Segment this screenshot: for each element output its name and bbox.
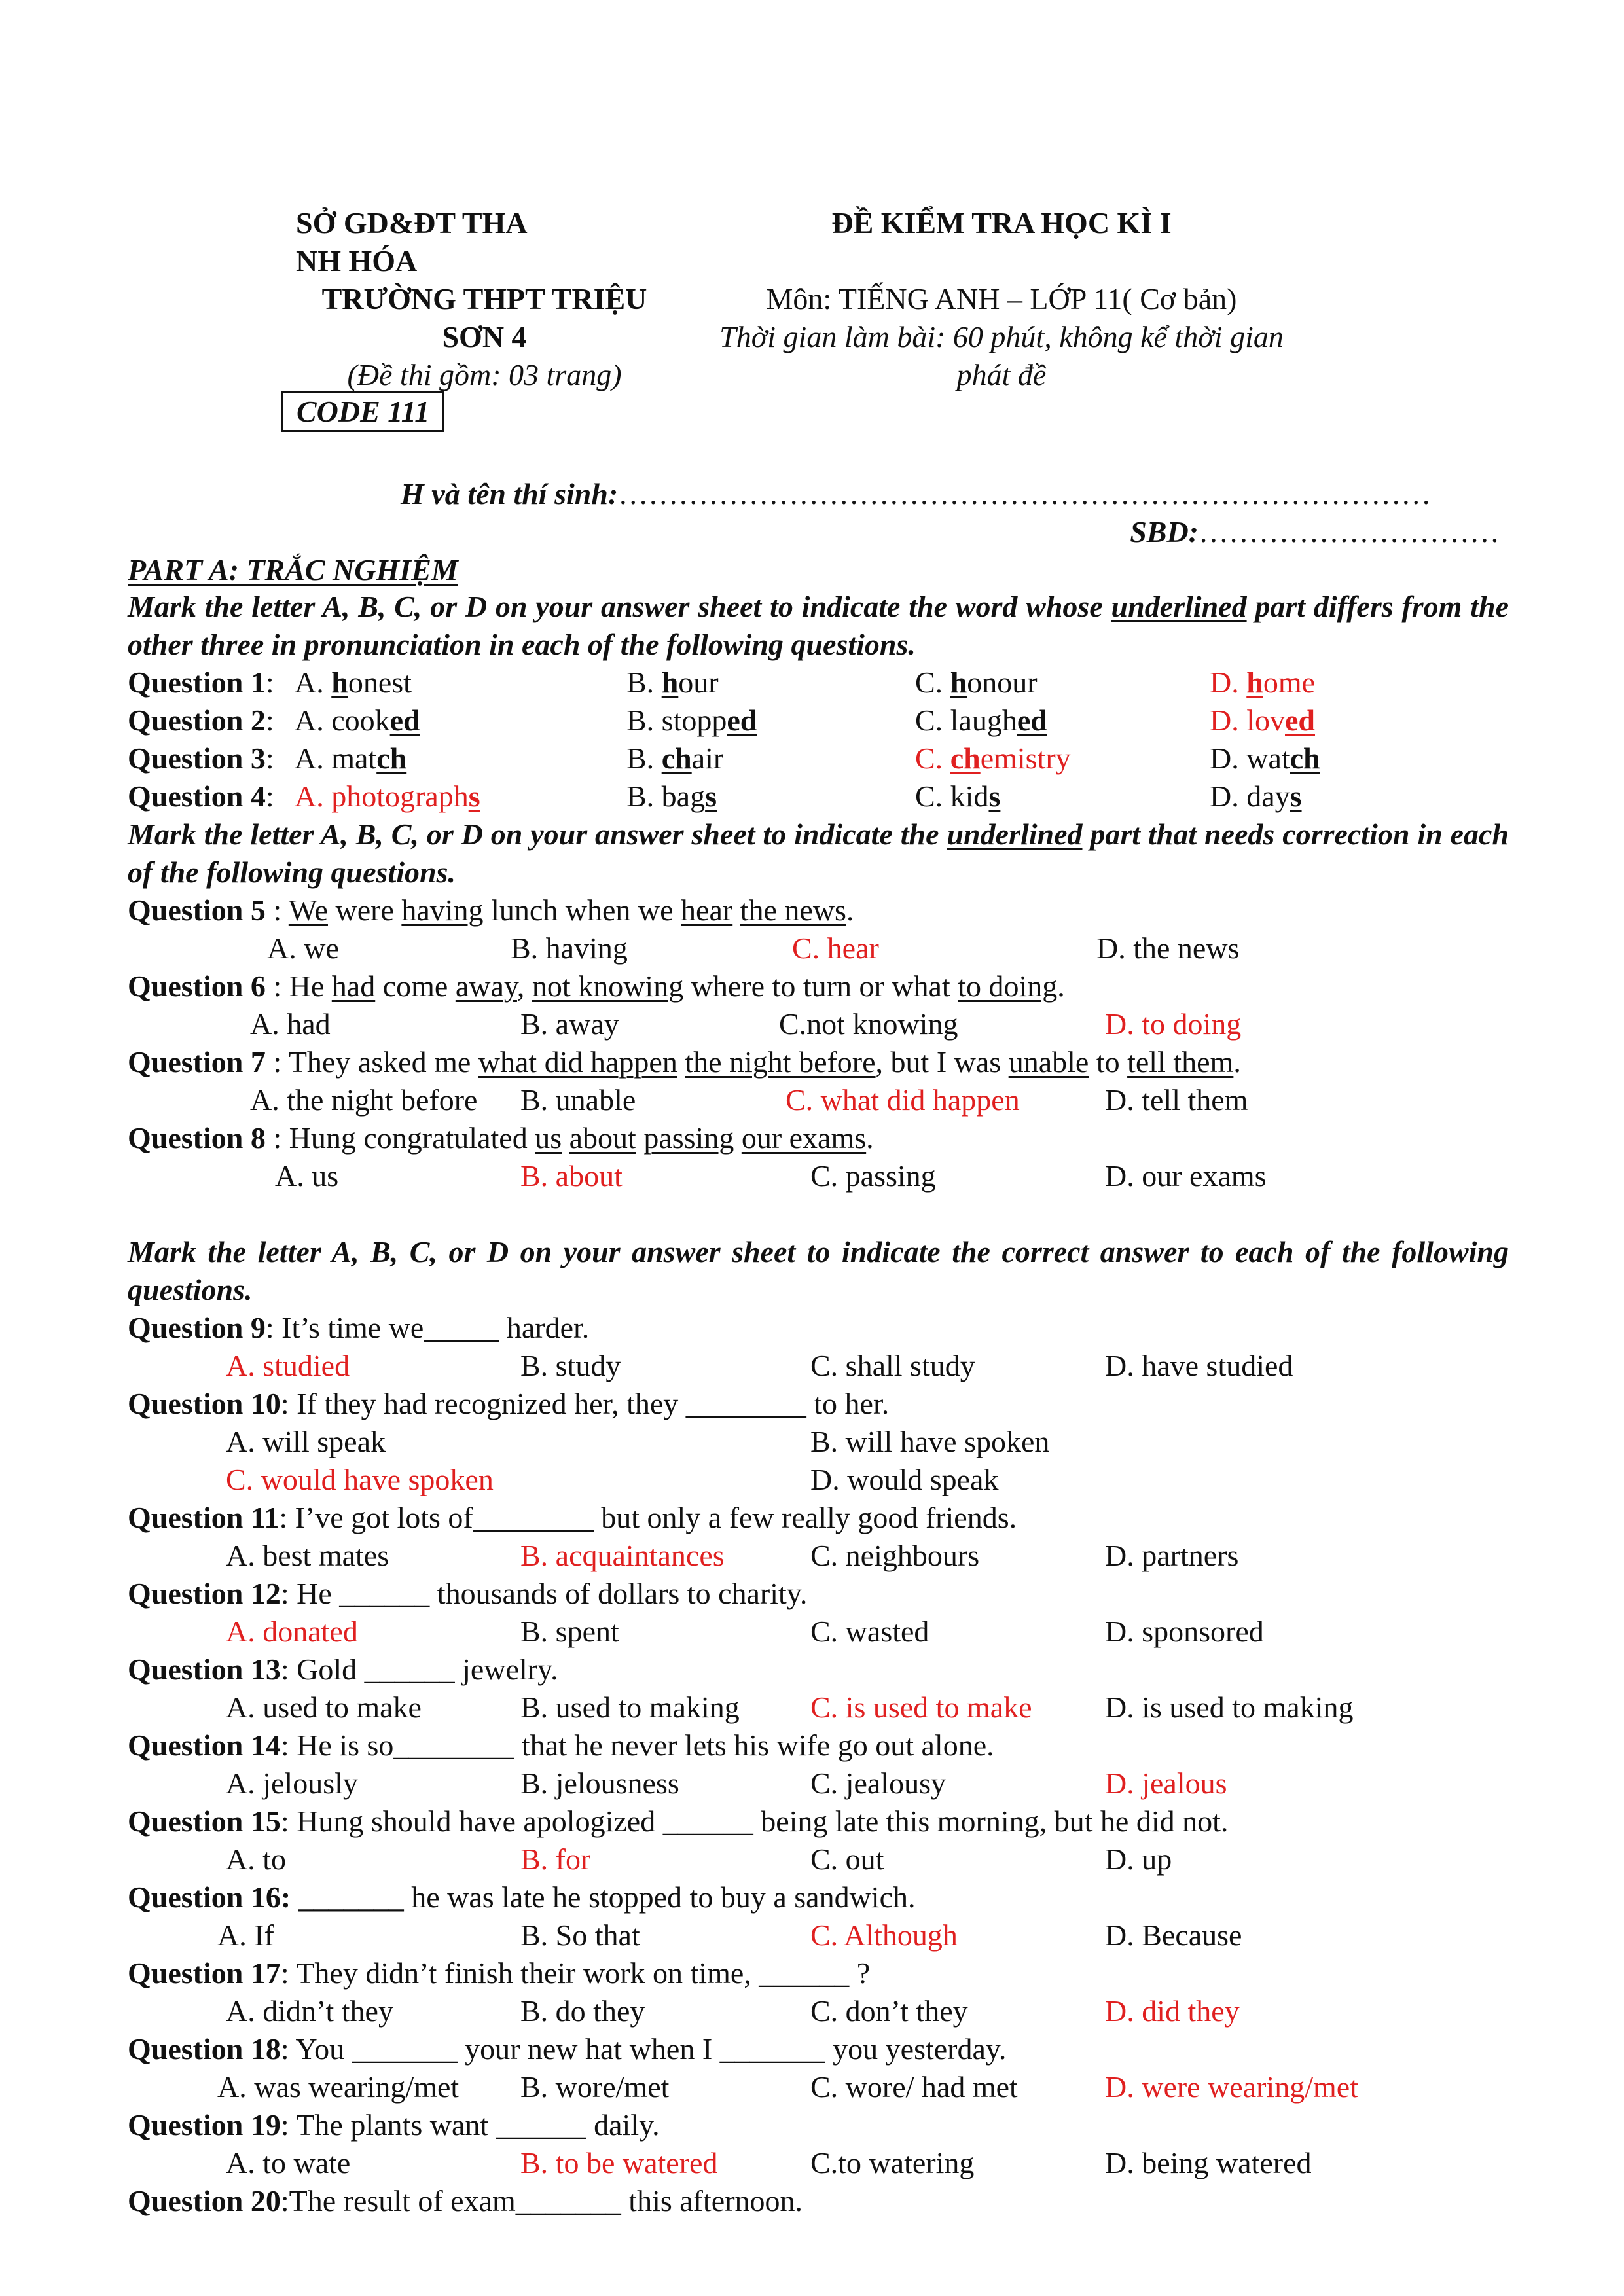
q2-option-a[interactable]: A. cooked bbox=[295, 704, 420, 737]
instruction-pronunciation: Mark the letter A, B, C, or D on your answer sheet to indicate the word whose underlined part differs from the other three in pronunciation in each of the following questions. bbox=[128, 590, 1509, 661]
q5-option-c-answer[interactable]: C. hear bbox=[792, 931, 879, 965]
exam-time-line-2: phát đề bbox=[956, 358, 1047, 391]
q3-option-b[interactable]: B. chair bbox=[626, 742, 724, 775]
question-6: Question 6 : He had come away, not knowing where to turn or what to doing. bbox=[128, 969, 1065, 1003]
question-13: Question 13: Gold ______ jewelry. bbox=[128, 1653, 558, 1686]
q9-option-d[interactable]: D. have studied bbox=[1105, 1349, 1293, 1382]
q7-option-d[interactable]: D. tell them bbox=[1105, 1083, 1248, 1117]
question-7: Question 7 : They asked me what did happen the night before, but I was unable to tell them. bbox=[128, 1045, 1241, 1079]
question-13-options bbox=[0, 1689, 1624, 1727]
q10-option-d[interactable]: D. would speak bbox=[810, 1463, 999, 1496]
q11-option-a[interactable]: A. best mates bbox=[226, 1539, 389, 1572]
q10-option-b[interactable]: B. will have spoken bbox=[810, 1425, 1050, 1458]
question-4: Question 4: A. photographs B. bags C. kids D. days bbox=[0, 778, 1624, 816]
q15-option-c[interactable]: C. out bbox=[810, 1842, 884, 1876]
q1-option-c[interactable]: C. honour bbox=[915, 666, 1038, 699]
dept-line-2: NH HÓA bbox=[296, 244, 418, 278]
exam-subject: Môn: TIẾNG ANH – LỚP 11( Cơ bản) bbox=[766, 282, 1237, 315]
q8-option-c[interactable]: C. passing bbox=[810, 1159, 936, 1193]
q12-option-c[interactable]: C. wasted bbox=[810, 1615, 929, 1648]
q14-option-a[interactable]: A. jelously bbox=[226, 1767, 358, 1800]
q12-option-d[interactable]: D. sponsored bbox=[1105, 1615, 1264, 1648]
q5-option-b[interactable]: B. having bbox=[511, 931, 628, 965]
q2-option-c[interactable]: C. laughed bbox=[915, 704, 1047, 737]
question-18: Question 18: You _______ your new hat when I _______ you yesterday. bbox=[128, 2032, 1007, 2066]
q5-option-a[interactable]: A. we bbox=[267, 931, 339, 965]
q7-option-c-answer[interactable]: C. what did happen bbox=[785, 1083, 1020, 1117]
question-10: Question 10: If they had recognized her, they ________ to her. bbox=[128, 1387, 890, 1420]
q9-option-c[interactable]: C. shall study bbox=[810, 1349, 975, 1382]
question-17-options bbox=[0, 1992, 1624, 2030]
question-2: Question 2: A. cooked B. stopped C. laughed D. loved bbox=[0, 702, 1624, 740]
question-7-options bbox=[0, 1081, 1624, 1119]
exam-title: ĐỀ KIỂM TRA HỌC KÌ I bbox=[831, 206, 1172, 240]
question-3: Question 3: A. match B. chair C. chemistry D. watch bbox=[0, 740, 1624, 778]
q6-option-a[interactable]: A. had bbox=[250, 1007, 331, 1041]
q10-option-a[interactable]: A. will speak bbox=[226, 1425, 386, 1458]
question-19-options bbox=[0, 2144, 1624, 2182]
q8-option-d[interactable]: D. our exams bbox=[1105, 1159, 1267, 1193]
part-a-title: PART A: TRẮC NGHIỆM bbox=[128, 553, 458, 586]
q13-option-b[interactable]: B. used to making bbox=[520, 1691, 740, 1724]
q17-option-d-answer[interactable]: D. did they bbox=[1105, 1994, 1240, 2028]
question-8: Question 8 : Hung congratulated us about passing our exams. bbox=[128, 1121, 874, 1155]
question-17: Question 17: They didn’t finish their work on time, ______ ? bbox=[128, 1956, 871, 1990]
q4-option-c[interactable]: C. kids bbox=[915, 780, 1001, 813]
question-6-options bbox=[0, 1005, 1624, 1043]
question-11: Question 11: I’ve got lots of________ but only a few really good friends. bbox=[128, 1501, 1017, 1534]
question-12: Question 12: He ______ thousands of dollars to charity. bbox=[128, 1577, 808, 1610]
q4-option-a-answer[interactable]: A. photographs bbox=[295, 780, 480, 813]
q15-option-d[interactable]: D. up bbox=[1105, 1842, 1172, 1876]
q18-option-a[interactable]: A. was wearing/met bbox=[217, 2070, 460, 2104]
q4-option-b[interactable]: B. bags bbox=[626, 780, 717, 813]
q1-option-b[interactable]: B. hour bbox=[626, 666, 719, 699]
q17-option-b[interactable]: B. do they bbox=[520, 1994, 645, 2028]
question-9-options bbox=[0, 1347, 1624, 1385]
q13-option-d[interactable]: D. is used to making bbox=[1105, 1691, 1354, 1724]
question-14: Question 14: He is so________ that he never lets his wife go out alone. bbox=[128, 1729, 994, 1762]
q9-option-a-answer[interactable]: A. studied bbox=[226, 1349, 350, 1382]
question-15: Question 15: Hung should have apologized ______ being late this morning, but he did not. bbox=[128, 1804, 1229, 1838]
instruction-correct-answer: Mark the letter A, B, C, or D on your answer sheet to indicate the correct answer to each of the following questions. bbox=[128, 1235, 1509, 1306]
school-line-1: TRƯỜNG THPT TRIỆU bbox=[321, 282, 647, 315]
q8-option-b-answer[interactable]: B. about bbox=[520, 1159, 623, 1193]
q11-option-c[interactable]: C. neighbours bbox=[810, 1539, 980, 1572]
q7-option-b[interactable]: B. unable bbox=[520, 1083, 636, 1117]
q4-option-d[interactable]: D. days bbox=[1210, 780, 1302, 813]
question-19: Question 19: The plants want ______ daily. bbox=[128, 2108, 660, 2142]
question-15-options bbox=[0, 1840, 1624, 1878]
sbd-label: SBD: bbox=[1130, 515, 1199, 548]
q12-option-a-answer[interactable]: A. donated bbox=[226, 1615, 358, 1648]
q2-option-b[interactable]: B. stopped bbox=[626, 704, 757, 737]
q3-option-a[interactable]: A. match bbox=[295, 742, 407, 775]
q3-option-d[interactable]: D. watch bbox=[1210, 742, 1320, 775]
q7-option-a[interactable]: A. the night before bbox=[250, 1083, 478, 1117]
q6-option-c[interactable]: C.not knowing bbox=[779, 1007, 958, 1041]
q18-option-d-answer[interactable]: D. were wearing/met bbox=[1105, 2070, 1359, 2104]
exam-time-line-1: Thời gian làm bài: 60 phút, không kể thời gian bbox=[719, 320, 1284, 353]
candidate-name-label: H và tên thí sinh: bbox=[401, 477, 619, 511]
q17-option-a[interactable]: A. didn’t they bbox=[226, 1994, 393, 2028]
question-20: Question 20:The result of exam_______ this afternoon. bbox=[128, 2184, 803, 2217]
sbd-dots: ………………………… bbox=[1199, 515, 1500, 548]
q1-option-a[interactable]: A. honest bbox=[295, 666, 412, 699]
q19-option-a[interactable]: A. to wate bbox=[226, 2146, 351, 2179]
question-16-options bbox=[0, 1916, 1624, 1954]
question-1: Question 1: A. honest B. hour C. honour D. home bbox=[0, 664, 1624, 702]
sbd-field[interactable] bbox=[1130, 513, 1500, 551]
q18-option-c[interactable]: C. wore/ had met bbox=[810, 2070, 1018, 2104]
question-14-options bbox=[0, 1765, 1624, 1803]
q3-option-c-answer[interactable]: C. chemistry bbox=[915, 742, 1071, 775]
q13-option-a[interactable]: A. used to make bbox=[226, 1691, 422, 1724]
candidate-name-dots: ……………………………………………………………………… bbox=[618, 477, 1432, 511]
q6-option-b[interactable]: B. away bbox=[520, 1007, 619, 1041]
q15-option-a[interactable]: A. to bbox=[226, 1842, 286, 1876]
question-18-options bbox=[0, 2068, 1624, 2106]
question-5-options bbox=[0, 929, 1624, 967]
question-5: Question 5 : We were having lunch when we hear the news. bbox=[128, 893, 854, 927]
q8-option-a[interactable]: A. us bbox=[275, 1159, 339, 1193]
q5-option-d[interactable]: D. the news bbox=[1096, 931, 1240, 965]
pages-note: (Đề thi gồm: 03 trang) bbox=[347, 358, 622, 391]
q19-option-b-answer[interactable]: B. to be watered bbox=[520, 2146, 718, 2179]
q12-option-b[interactable]: B. spent bbox=[520, 1615, 619, 1648]
q6-option-d-answer[interactable]: D. to doing bbox=[1105, 1007, 1242, 1041]
q1-option-d-answer[interactable]: D. home bbox=[1210, 666, 1316, 699]
q11-option-d[interactable]: D. partners bbox=[1105, 1539, 1239, 1572]
q14-option-d-answer[interactable]: D. jealous bbox=[1105, 1767, 1227, 1800]
q16-option-a[interactable]: A. If bbox=[217, 1918, 274, 1952]
q15-option-b-answer[interactable]: B. for bbox=[520, 1842, 591, 1876]
q14-option-b[interactable]: B. jelousness bbox=[520, 1767, 679, 1800]
school-line-2: SƠN 4 bbox=[442, 320, 527, 353]
question-10-options-cd bbox=[0, 1461, 1624, 1499]
instruction-error-correction: Mark the letter A, B, C, or D on your answer sheet to indicate the underlined part that needs correction in each of the following questions. bbox=[128, 817, 1509, 889]
q14-option-c[interactable]: C. jealousy bbox=[810, 1767, 946, 1800]
q16-option-c-answer[interactable]: C. Although bbox=[810, 1918, 958, 1952]
question-8-options bbox=[0, 1157, 1624, 1195]
question-10-options-ab bbox=[0, 1423, 1624, 1461]
q9-option-b[interactable]: B. study bbox=[520, 1349, 621, 1382]
q16-option-d[interactable]: D. Because bbox=[1105, 1918, 1242, 1952]
q11-option-b-answer[interactable]: B. acquaintances bbox=[520, 1539, 725, 1572]
q19-option-c[interactable]: C.to watering bbox=[810, 2146, 975, 2179]
dept-line-1: SỞ GD&ĐT THA bbox=[296, 206, 528, 240]
q18-option-b[interactable]: B. wore/met bbox=[520, 2070, 670, 2104]
question-12-options bbox=[0, 1613, 1624, 1651]
exam-code: CODE 111 bbox=[281, 391, 444, 432]
question-11-options bbox=[0, 1537, 1624, 1575]
question-16: Question 16: _______ he was late he stopped to buy a sandwich. bbox=[128, 1880, 916, 1914]
q17-option-c[interactable]: C. don’t they bbox=[810, 1994, 968, 2028]
q13-option-c-answer[interactable]: C. is used to make bbox=[810, 1691, 1032, 1724]
question-9: Question 9: It’s time we_____ harder. bbox=[128, 1311, 590, 1344]
candidate-name-field[interactable] bbox=[401, 475, 1431, 513]
q19-option-d[interactable]: D. being watered bbox=[1105, 2146, 1312, 2179]
q10-option-c-answer[interactable]: C. would have spoken bbox=[226, 1463, 494, 1496]
q2-option-d-answer[interactable]: D. loved bbox=[1210, 704, 1315, 737]
q16-option-b[interactable]: B. So that bbox=[520, 1918, 640, 1952]
